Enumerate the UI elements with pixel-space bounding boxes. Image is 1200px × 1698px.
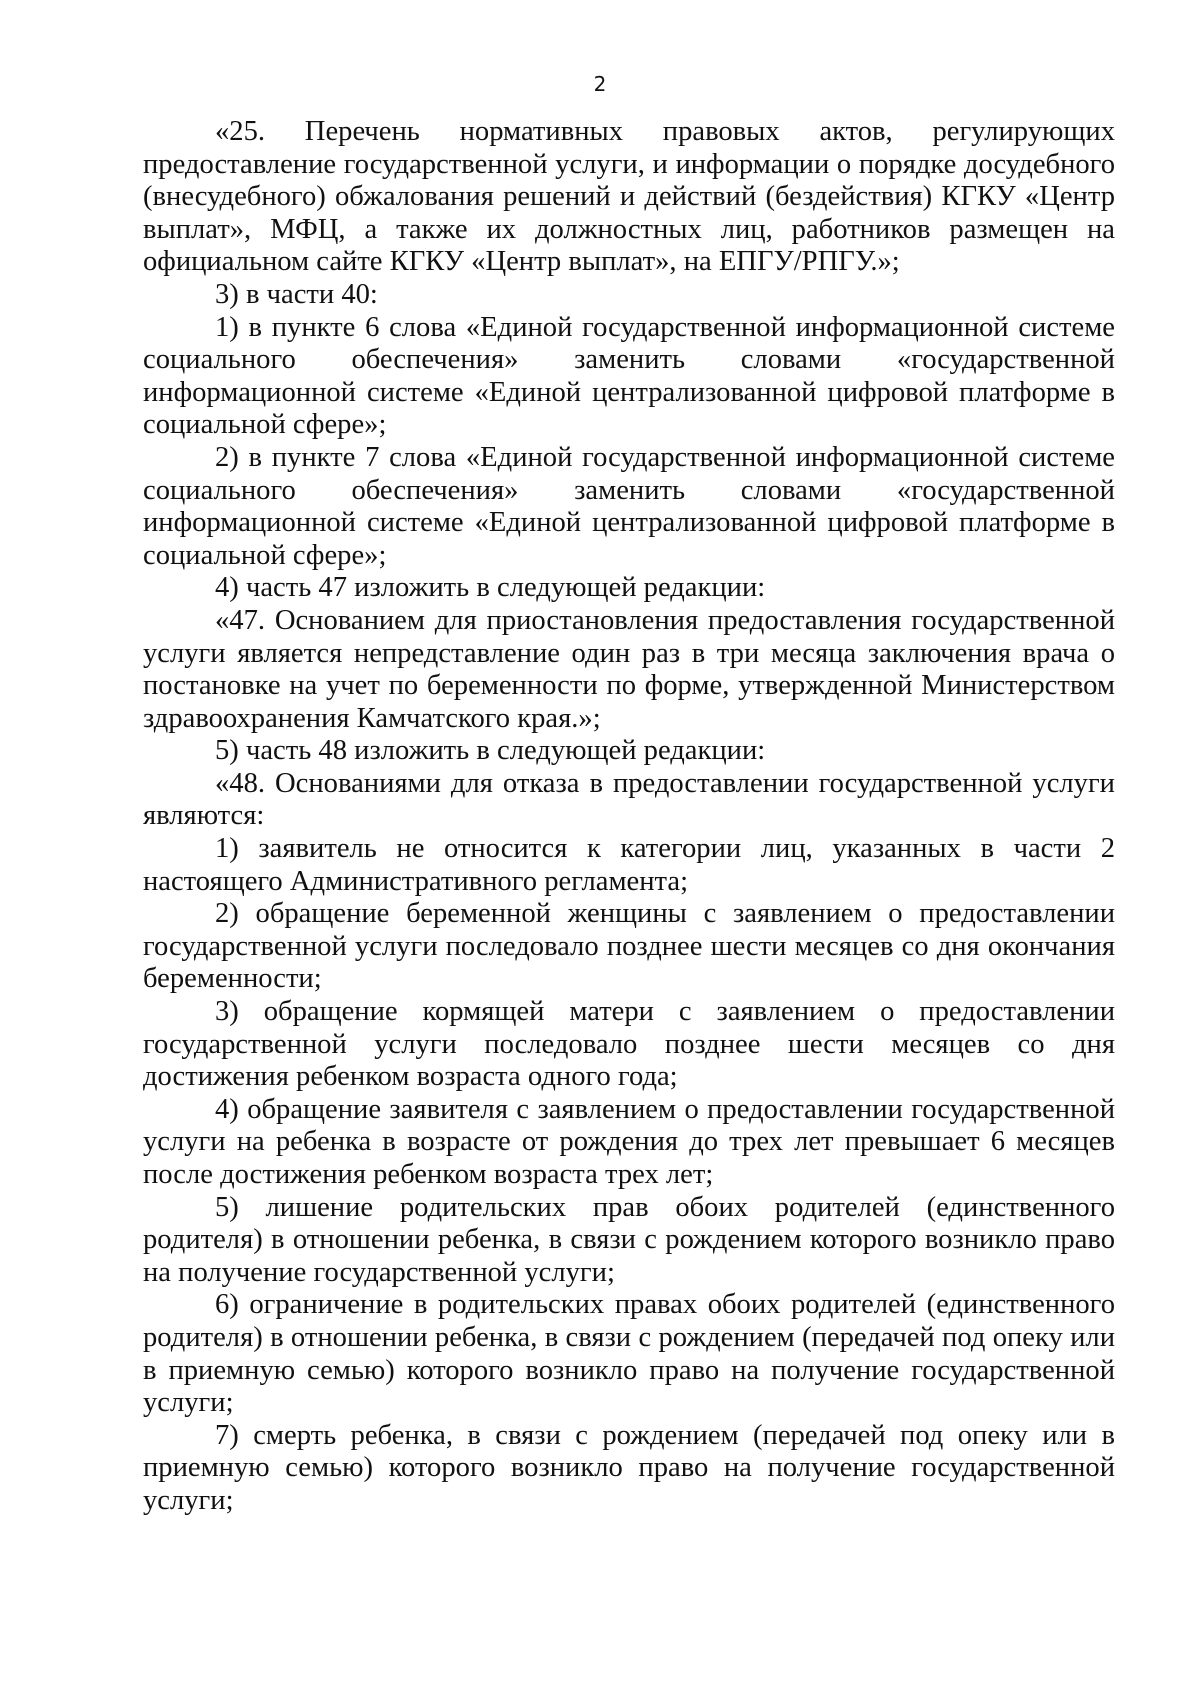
- paragraph-part-47: 4) часть 47 изложить в следующей редакции:: [215, 572, 766, 604]
- paragraph-item-7: 2) в пункте 7 слова «Единой государственной информационной системе социального обеспечения» заменить словами «государственной информационной системе «Единой централизованной цифровой платформе в социальной сфере»;: [143, 441, 1115, 571]
- list-item-1: 1) заявитель не относится к категории лиц, указанных в части 2 настоящего Административного регламента;: [143, 833, 1115, 897]
- document-body: [143, 116, 1115, 1518]
- list-item-4: 4) обращение заявителя с заявлением о предоставлении государственной услуги на ребенка в возрасте от рождения до трех лет превышает 6 месяцев после достижения ребенком возраста трех лет;: [143, 1093, 1115, 1190]
- paragraph-25: «25. Перечень нормативных правовых актов, регулирующих предоставление государственной услуги, и информации о порядке досудебного (внесудебного) обжалования решений и действий (бездействия) КГКУ «Центр выплат», МФЦ, а также их должностных лиц, работников размещен на официальном сайте КГКУ «Центр выплат», на ЕПГУ/РПГУ.»;: [143, 116, 1115, 278]
- list-item-2: 2) обращение беременной женщины с заявлением о предоставлении государственной услуги последовало позднее шести месяцев со дня окончания беременности;: [143, 898, 1115, 995]
- paragraph-part-40: 3) в части 40:: [215, 278, 378, 310]
- list-item-3: 3) обращение кормящей матери с заявлением о предоставлении государственной услуги последовало позднее шести месяцев со дня достижения ребенком возраста одного года;: [143, 996, 1115, 1093]
- list-item-7: 7) смерть ребенка, в связи с рождением (передачей под опеку или в приемную семью) которого возникло право на получение государственной услуги;: [143, 1419, 1115, 1516]
- list-item-5: 5) лишение родительских прав обоих родителей (единственного родителя) в отношении ребенка, в связи с рождением которого возникло право на получение государственной услуги;: [143, 1191, 1115, 1288]
- paragraph-47-text: «47. Основанием для приостановления предоставления государственной услуги является непредставление один раз в три месяца заключения врача о постановке на учет по беременности по форме, утвержденной Министерством здравоохранения Камчатского края.»;: [143, 604, 1115, 734]
- list-item-6: 6) ограничение в родительских правах обоих родителей (единственного родителя) в отношении ребенка, в связи с рождением (передачей под опеку или в приемную семью) которого возникло право на получение государственной услуги;: [143, 1289, 1115, 1419]
- paragraph-part-48: 5) часть 48 изложить в следующей редакции:: [215, 735, 766, 767]
- paragraph-48-text: «48. Основаниями для отказа в предоставлении государственной услуги являются:: [143, 767, 1115, 832]
- paragraph-item-6: 1) в пункте 6 слова «Единой государственной информационной системе социального обеспечения» заменить словами «государственной информационной системе «Единой централизованной цифровой платформе в социальной сфере»;: [143, 311, 1115, 441]
- page-number: 2: [593, 72, 607, 96]
